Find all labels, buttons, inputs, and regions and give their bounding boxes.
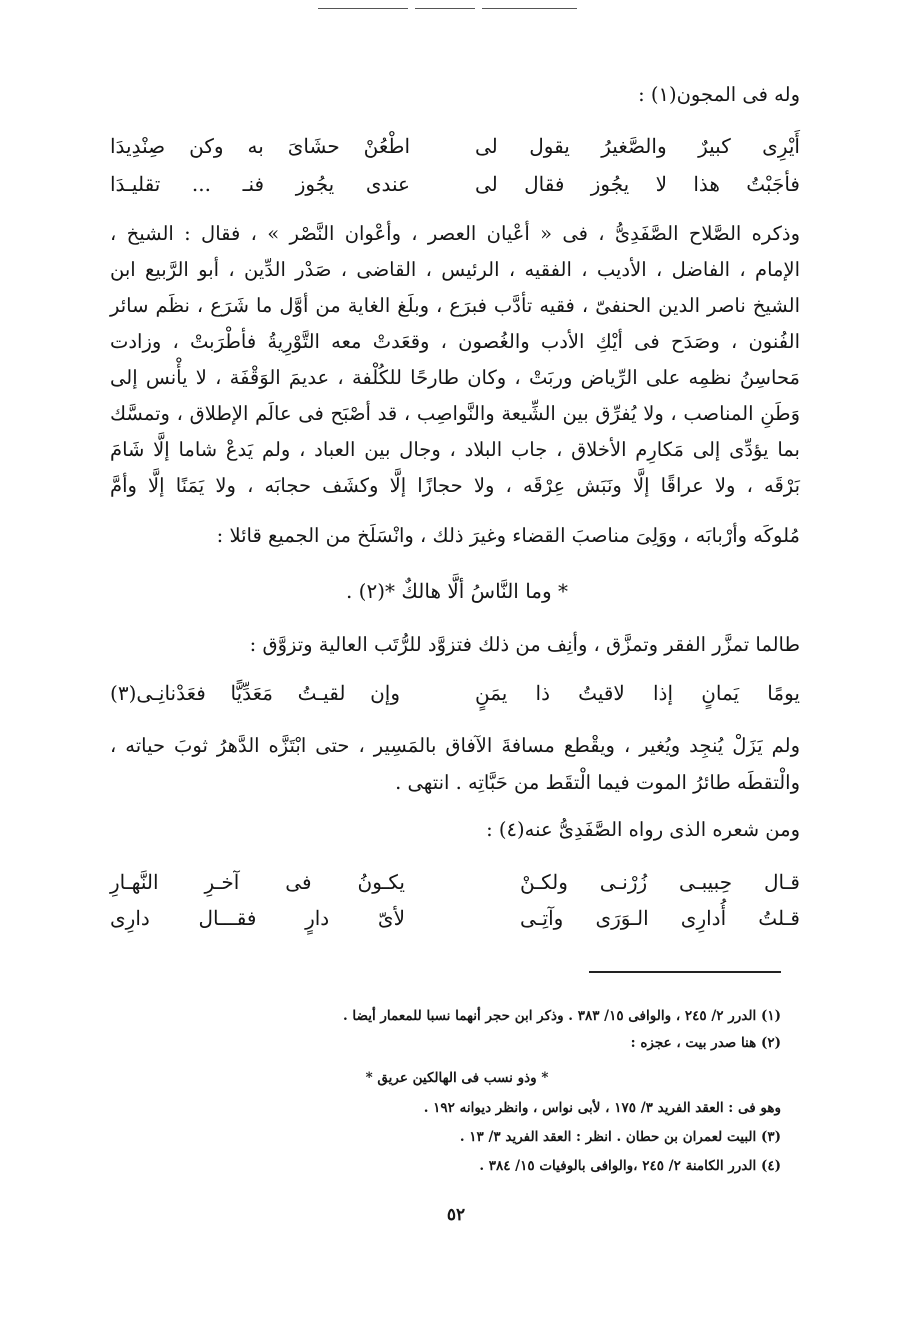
header-rule	[318, 8, 408, 9]
intro-line: ومن شعره الذى رواه الصَّفَدِىُّ عنه(٤) :	[486, 818, 800, 841]
verse-second-hemistich: اطْعُنْ حشَاىَ به وكن صِنْدِيدَا	[110, 134, 410, 158]
verse-second-hemistich: عندى يجُوز فنـ ... تقليـدَا	[110, 172, 410, 196]
verse-second-hemistich: وإن لقيـتُ مَعَدِّيًّا فعَدْنانِـى(٣)	[110, 681, 400, 705]
verse-row	[110, 167, 800, 201]
footnote: (١) الدرر ٢/ ٢٤٥ ، والوافى ١٥/ ٣٨٣ . وذكر ابن حجر أنهما نسبا للمعمار أيضا .	[342, 1008, 781, 1024]
paragraph-line: الإمام ، الفاضل ، الأديب ، الفقيه ، الرئيس ، القاضى ، صَدْر الدِّين ، أبو الرَّبيع ابن	[110, 258, 800, 281]
paragraph-line: والْتقطَه طائرُ الموت فيما الْتقَط من حَبَّاتِه . انتهى .	[395, 771, 800, 794]
header-rule	[482, 8, 577, 9]
footnote: (٣) البيت لعمران بن حطان . انظر : العقد الفريد ٣/ ١٣ .	[459, 1129, 781, 1145]
paragraph-line: الشيخ ناصر الدين الحنفىّ ، فقيه تأدَّب فبرَع ، وبلَغ الغاية من أوَّل ما شَرَع ، نظَم سائر	[110, 294, 800, 317]
hemistich-quote: * وما النَّاسُ ألَّا هالكٌ *(٢) .	[345, 579, 569, 603]
verse-first-hemistich: قـال حِبيبـى زُرْنـى ولكـنْ	[520, 870, 800, 894]
verse-row	[110, 865, 800, 899]
intro-line: وله فى المجون(١) :	[638, 83, 800, 106]
paragraph-line: طالما تمزَّر الفقر وتمزَّق ، وأنِف من ذلك فتزوَّد للرُّتَب العالية وتزوَّق :	[249, 633, 800, 656]
paragraph-line: مُلوكَه وأرْبابَه ، ووَلِىَ مناصبَ القضاء وغيرَ ذلك ، وانْسَلَخ من الجميع قائلا :	[216, 524, 800, 547]
page-number: ٥٢	[446, 1205, 466, 1225]
footnote: وهو فى : العقد الفريد ٣/ ١٧٥ ، لأبى نواس ، وانظر ديوانه ١٩٢ .	[423, 1100, 781, 1116]
footnote-separator	[589, 971, 781, 973]
paragraph-line: ولم يَزَلْ يُنجِد ويُغير ، ويقْطع مسافةَ الآفاق بالمَسِير ، حتى ابْتَزَّه الدَّهرُ ثوبَ حياته ،	[110, 734, 800, 757]
paragraph-line: الفُنون ، وصَدَح فى أيْكِ الأدب والغُصون ، وقعَدتْ معه التَّوْرِيةُ فأطْرَبتْ ، وزادت	[110, 330, 800, 353]
verse-second-hemistich: يكـونُ فى آخـرِ النَّهـارِ	[110, 870, 405, 894]
footnote: (٤) الدرر الكامنة ٢/ ٢٤٥ ،والوافى بالوفيات ١٥/ ٣٨٤ .	[479, 1158, 781, 1174]
verse-first-hemistich: أَيْرِى كبيرٌ والصَّغيرُ يقول لى	[475, 134, 800, 158]
header-rule	[415, 8, 475, 9]
verse-first-hemistich: فأجَبْتُ هذا لا يجُوز فقال لى	[475, 172, 800, 196]
paragraph-line: وَطَنِ المناصب ، ولا يُفرِّق بين الشِّيعة والنَّواصِب ، قد أصْبَح فى عالَم الإطلاق ، وتمسَّك	[110, 402, 800, 425]
footnote-verse: * وذو نسب فى الهالكين عريق *	[365, 1070, 549, 1086]
paragraph-line: مَحاسِنُ نظمِه على الرِّياض وربَتْ ، وكان طارحًا للكُلْفة ، عديمَ الوَقْفَة ، لا يأْنس إلى	[110, 366, 800, 389]
paragraph-line: بَرْقَه ، ولا عراقًا إلَّا ونَبَش عِرْقَه ، ولا حجازًا إلَّا وكشَف حجابَه ، ولا يَمَنًا إلَّا وأمَّ	[110, 474, 800, 497]
paragraph-line: وذكره الصَّلاح الصَّفَدِىُّ ، فى « أعْيان العصر ، وأعْوان النَّصْر » ، فقال : الشيخ ،	[110, 222, 800, 245]
paragraph-line: بما يؤدِّى إلى مَكارِم الأخلاق ، جاب البلاد ، وجال بين العباد ، ولم يَدعْ شاما إلَّا شَامَ	[110, 438, 800, 461]
verse-row	[110, 676, 800, 710]
verse-second-hemistich: لأىّ دارٍ فقـــال دارِى	[110, 906, 405, 930]
verse-row	[110, 129, 800, 163]
footnote: (٢) هنا صدر بيت ، عجزه :	[630, 1035, 781, 1051]
verse-first-hemistich: قـلتُ أُدارِى الـوَرَى وآتِـى	[520, 906, 800, 930]
verse-first-hemistich: يومًا يَمانٍ إذا لاقيتُ ذا يمَنٍ	[475, 681, 800, 705]
verse-row	[110, 901, 800, 935]
